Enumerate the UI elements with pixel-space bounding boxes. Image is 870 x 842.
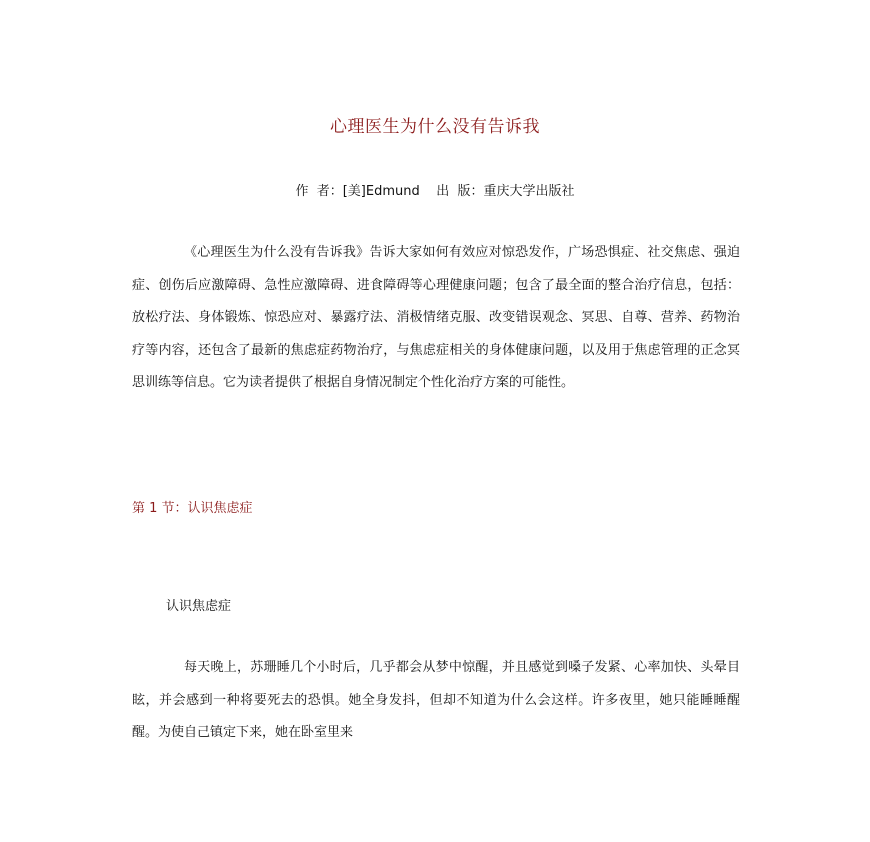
section-heading: 第 1 节：认识焦虑症 bbox=[132, 501, 253, 516]
book-meta bbox=[0, 180, 870, 199]
intro-paragraph: 《心理医生为什么没有告诉我》告诉大家如何有效应对惊恐发作，广场恐惧症、社交焦虑、强迫症、创伤后应激障碍、急性应激障碍、进食障碍等心理健康问题；包含了最全面的整合治疗信息，包括：放松疗法、身体锻炼、惊恐应对、暴露疗法、消极情绪克服、改变错误观念、冥思、自尊、营养、药物治疗等内容，还包含了最新的焦虑症药物治疗，与焦虑症相关的身体健康问题，以及用于焦虑管理的正念冥思训练等信息。它为读者提供了根据自身情况制定个性化治疗方案的可能性。 bbox=[132, 245, 740, 390]
author-value: [美]Edmund bbox=[342, 184, 420, 199]
author-label: 作 者： bbox=[295, 184, 343, 199]
publisher-value: 重庆大学出版社 bbox=[483, 184, 575, 199]
publisher-label: 出 版： bbox=[436, 184, 484, 199]
document-title: 心理医生为什么没有告诉我 bbox=[330, 117, 540, 137]
body-paragraph: 每天晚上，苏珊睡几个小时后，几乎都会从梦中惊醒，并且感觉到嗓子发紧、心率加快、头晕目眩，并会感到一种将要死去的恐惧。她全身发抖，但却不知道为什么会这样。许多夜里，她只能睡睡醒醒。为使自己镇定下来，她在卧室里来 bbox=[132, 660, 740, 740]
subheading: 认识焦虑症 bbox=[166, 599, 232, 614]
